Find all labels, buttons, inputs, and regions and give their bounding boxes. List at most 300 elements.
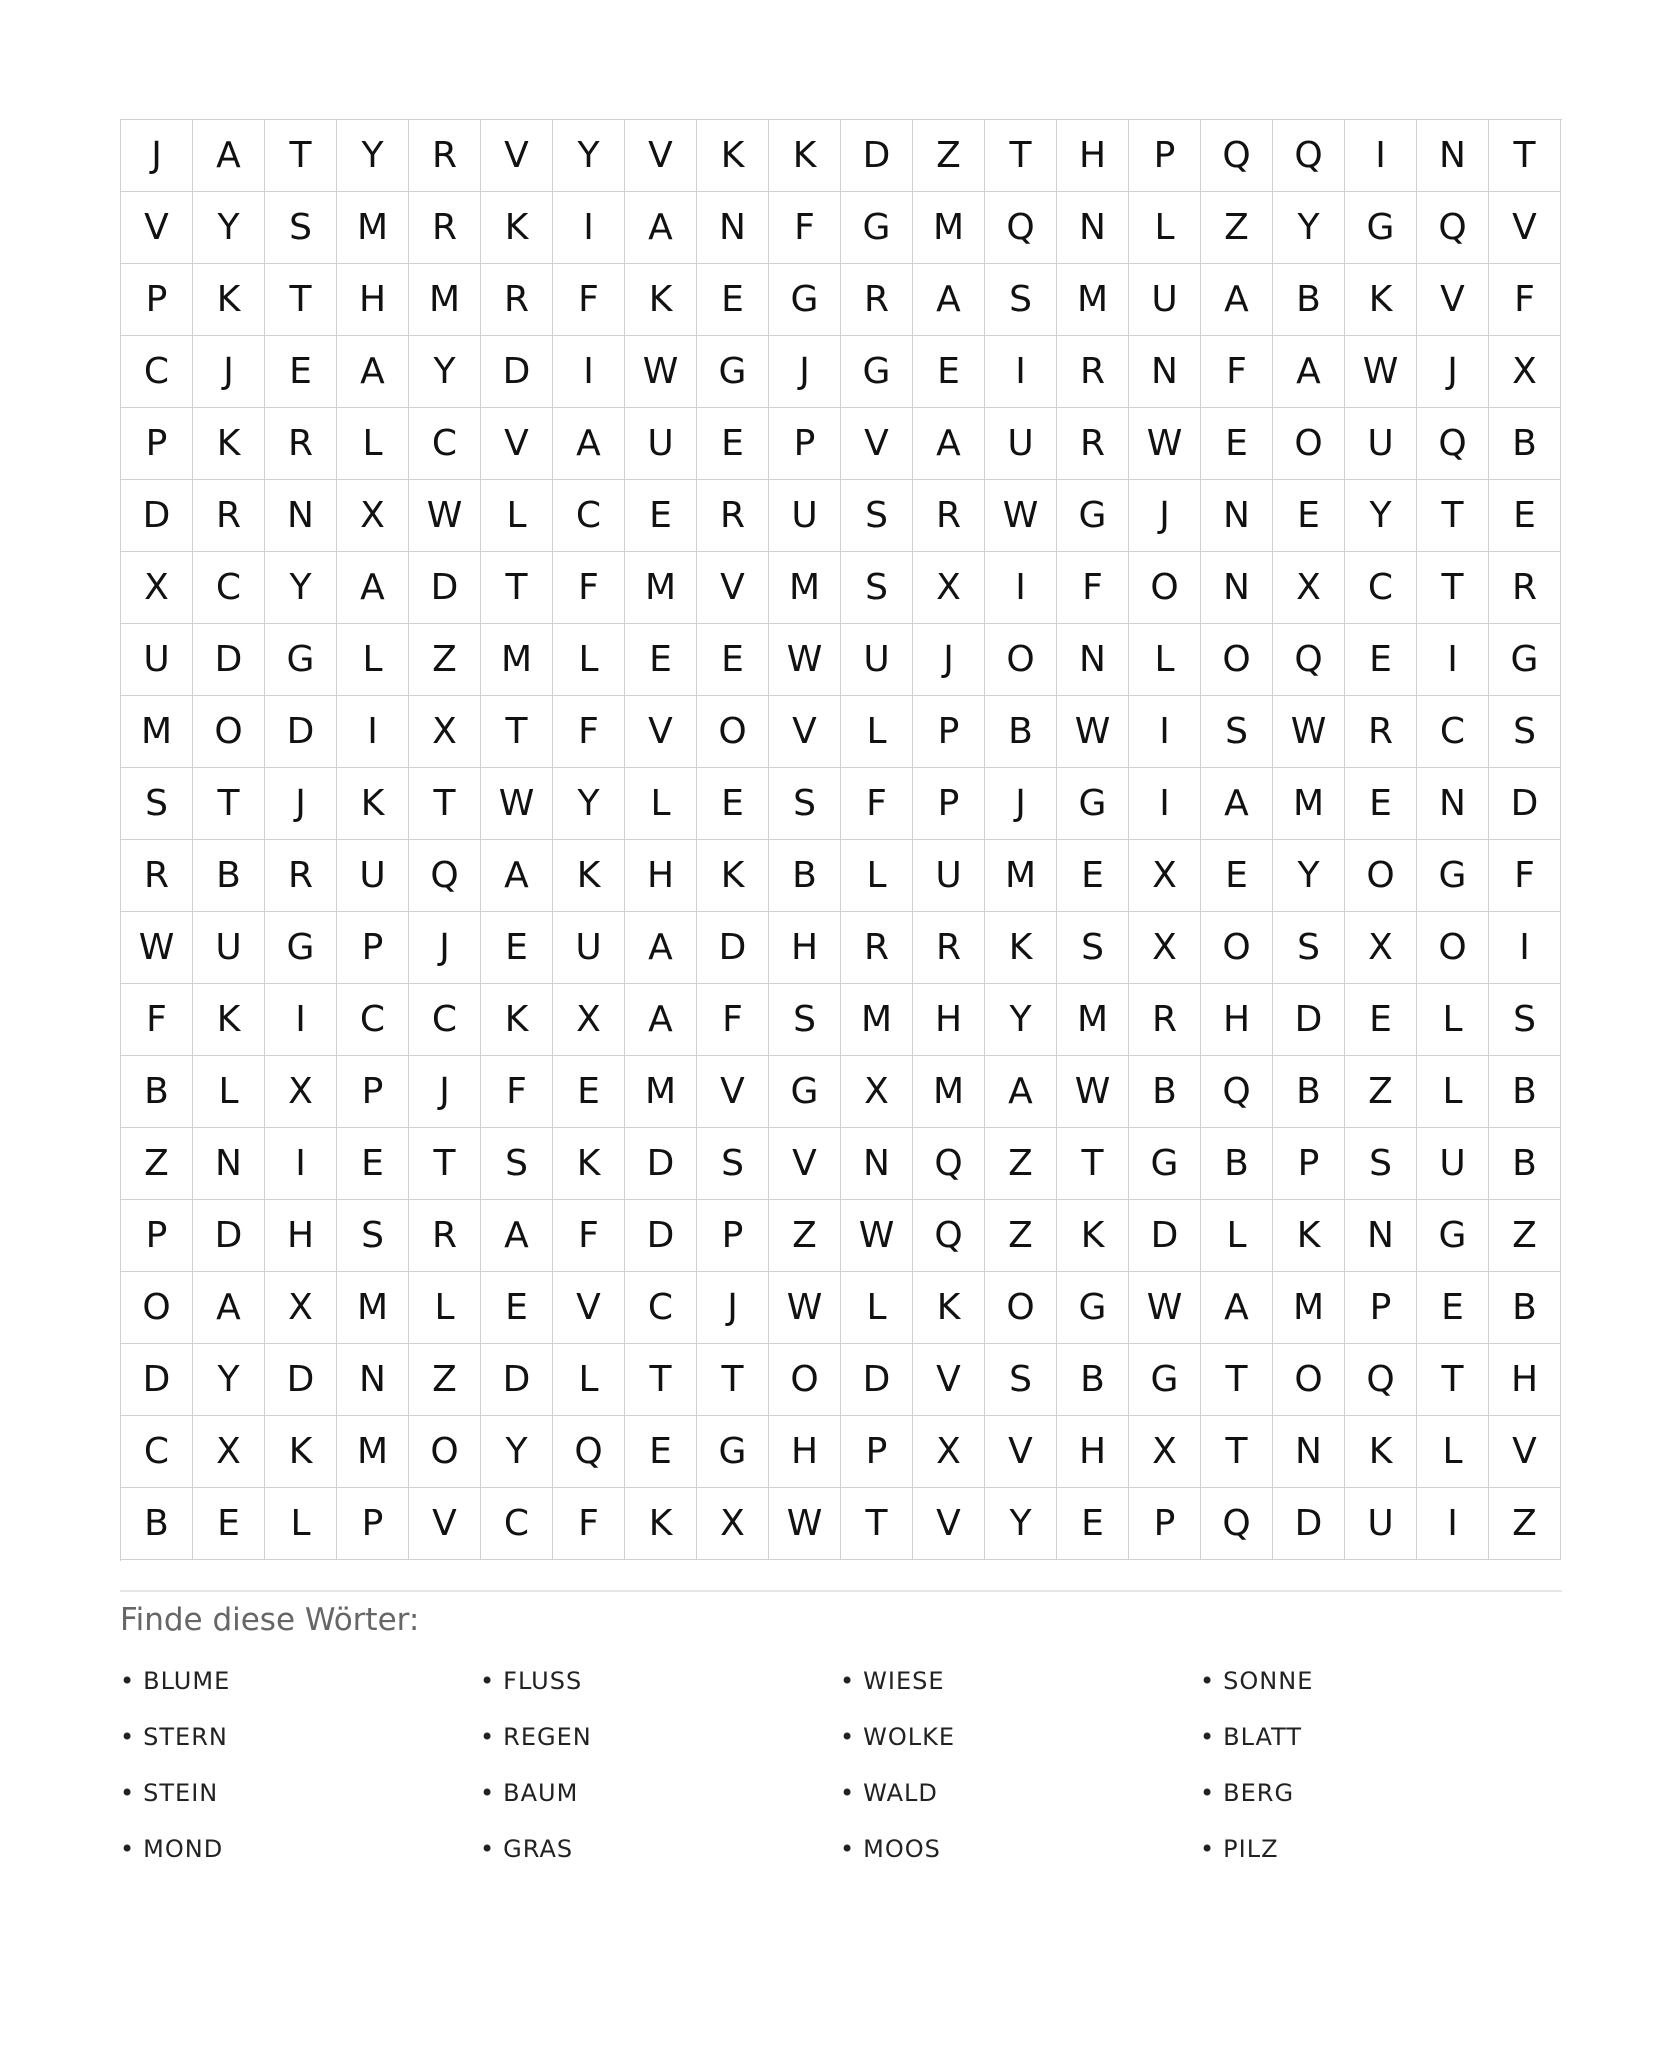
grid-cell[interactable]: E <box>1273 480 1345 552</box>
grid-cell[interactable]: T <box>409 1128 481 1200</box>
grid-cell[interactable]: R <box>1129 984 1201 1056</box>
grid-cell[interactable]: V <box>697 552 769 624</box>
grid-cell[interactable]: Q <box>1417 408 1489 480</box>
grid-cell[interactable]: E <box>697 624 769 696</box>
grid-cell[interactable]: F <box>841 768 913 840</box>
grid-cell[interactable]: U <box>1417 1128 1489 1200</box>
grid-cell[interactable]: K <box>697 840 769 912</box>
grid-cell[interactable]: N <box>1201 480 1273 552</box>
grid-cell[interactable]: A <box>193 120 265 192</box>
grid-cell[interactable]: Y <box>337 120 409 192</box>
grid-cell[interactable]: P <box>697 1200 769 1272</box>
grid-cell[interactable]: N <box>193 1128 265 1200</box>
grid-cell[interactable]: M <box>1057 984 1129 1056</box>
grid-cell[interactable]: G <box>841 192 913 264</box>
grid-cell[interactable]: D <box>1273 1488 1345 1560</box>
grid-cell[interactable]: S <box>841 552 913 624</box>
grid-cell[interactable]: P <box>913 696 985 768</box>
grid-cell[interactable]: Q <box>1417 192 1489 264</box>
grid-cell[interactable]: F <box>697 984 769 1056</box>
grid-cell[interactable]: H <box>1201 984 1273 1056</box>
grid-cell[interactable]: Z <box>985 1200 1057 1272</box>
grid-cell[interactable]: C <box>409 408 481 480</box>
grid-cell[interactable]: G <box>769 264 841 336</box>
grid-cell[interactable]: J <box>697 1272 769 1344</box>
grid-cell[interactable]: X <box>913 1416 985 1488</box>
grid-cell[interactable]: I <box>337 696 409 768</box>
grid-cell[interactable]: X <box>265 1056 337 1128</box>
grid-cell[interactable]: A <box>985 1056 1057 1128</box>
grid-cell[interactable]: N <box>1345 1200 1417 1272</box>
grid-cell[interactable]: Z <box>913 120 985 192</box>
grid-cell[interactable]: O <box>1129 552 1201 624</box>
grid-cell[interactable]: M <box>337 1272 409 1344</box>
grid-cell[interactable]: T <box>985 120 1057 192</box>
grid-cell[interactable]: D <box>193 1200 265 1272</box>
grid-cell[interactable]: Y <box>1345 480 1417 552</box>
grid-cell[interactable]: M <box>121 696 193 768</box>
grid-cell[interactable]: G <box>1417 1200 1489 1272</box>
grid-cell[interactable]: U <box>769 480 841 552</box>
grid-cell[interactable]: I <box>1417 1488 1489 1560</box>
grid-cell[interactable]: D <box>481 1344 553 1416</box>
grid-cell[interactable]: B <box>1129 1056 1201 1128</box>
grid-cell[interactable]: U <box>337 840 409 912</box>
grid-cell[interactable]: A <box>1201 1272 1273 1344</box>
grid-cell[interactable]: J <box>1129 480 1201 552</box>
grid-cell[interactable]: P <box>1273 1128 1345 1200</box>
grid-cell[interactable]: G <box>1417 840 1489 912</box>
grid-cell[interactable]: N <box>697 192 769 264</box>
grid-cell[interactable]: W <box>409 480 481 552</box>
grid-cell[interactable]: R <box>913 480 985 552</box>
grid-cell[interactable]: E <box>1057 840 1129 912</box>
grid-cell[interactable]: R <box>1345 696 1417 768</box>
grid-cell[interactable]: Z <box>1201 192 1273 264</box>
grid-cell[interactable]: J <box>769 336 841 408</box>
grid-cell[interactable]: S <box>769 984 841 1056</box>
grid-cell[interactable]: H <box>625 840 697 912</box>
grid-cell[interactable]: N <box>265 480 337 552</box>
grid-cell[interactable]: Q <box>985 192 1057 264</box>
grid-cell[interactable]: W <box>841 1200 913 1272</box>
grid-cell[interactable]: F <box>553 696 625 768</box>
grid-cell[interactable]: R <box>409 192 481 264</box>
grid-cell[interactable]: A <box>481 1200 553 1272</box>
grid-cell[interactable]: T <box>1417 480 1489 552</box>
grid-cell[interactable]: S <box>697 1128 769 1200</box>
grid-cell[interactable]: N <box>1417 120 1489 192</box>
grid-cell[interactable]: K <box>1273 1200 1345 1272</box>
grid-cell[interactable]: Q <box>913 1128 985 1200</box>
grid-cell[interactable]: D <box>481 336 553 408</box>
grid-cell[interactable]: P <box>121 408 193 480</box>
grid-cell[interactable]: D <box>121 480 193 552</box>
grid-cell[interactable]: K <box>481 984 553 1056</box>
grid-cell[interactable]: B <box>1489 1056 1561 1128</box>
grid-cell[interactable]: V <box>913 1488 985 1560</box>
grid-cell[interactable]: D <box>409 552 481 624</box>
grid-cell[interactable]: V <box>913 1344 985 1416</box>
grid-cell[interactable]: I <box>265 984 337 1056</box>
grid-cell[interactable]: S <box>1201 696 1273 768</box>
grid-cell[interactable]: H <box>1489 1344 1561 1416</box>
grid-cell[interactable]: J <box>121 120 193 192</box>
grid-cell[interactable]: Y <box>1273 840 1345 912</box>
grid-cell[interactable]: O <box>121 1272 193 1344</box>
grid-cell[interactable]: A <box>1273 336 1345 408</box>
grid-cell[interactable]: E <box>1489 480 1561 552</box>
grid-cell[interactable]: P <box>769 408 841 480</box>
grid-cell[interactable]: T <box>193 768 265 840</box>
grid-cell[interactable]: D <box>193 624 265 696</box>
grid-cell[interactable]: U <box>1129 264 1201 336</box>
grid-cell[interactable]: F <box>1201 336 1273 408</box>
grid-cell[interactable]: A <box>625 984 697 1056</box>
grid-cell[interactable]: B <box>1489 408 1561 480</box>
grid-cell[interactable]: M <box>625 1056 697 1128</box>
grid-cell[interactable]: K <box>337 768 409 840</box>
grid-cell[interactable]: M <box>625 552 697 624</box>
grid-cell[interactable]: V <box>481 120 553 192</box>
grid-cell[interactable]: H <box>769 912 841 984</box>
grid-cell[interactable]: S <box>1273 912 1345 984</box>
grid-cell[interactable]: Q <box>553 1416 625 1488</box>
grid-cell[interactable]: L <box>1201 1200 1273 1272</box>
grid-cell[interactable]: S <box>1489 984 1561 1056</box>
grid-cell[interactable]: W <box>1345 336 1417 408</box>
grid-cell[interactable]: T <box>409 768 481 840</box>
grid-cell[interactable]: W <box>121 912 193 984</box>
grid-cell[interactable]: E <box>1417 1272 1489 1344</box>
grid-cell[interactable]: N <box>337 1344 409 1416</box>
grid-cell[interactable]: Z <box>985 1128 1057 1200</box>
grid-cell[interactable]: O <box>1273 408 1345 480</box>
grid-cell[interactable]: U <box>625 408 697 480</box>
grid-cell[interactable]: R <box>481 264 553 336</box>
grid-cell[interactable]: Z <box>769 1200 841 1272</box>
grid-cell[interactable]: W <box>769 1272 841 1344</box>
grid-cell[interactable]: I <box>1489 912 1561 984</box>
grid-cell[interactable]: P <box>337 912 409 984</box>
grid-cell[interactable]: A <box>1201 768 1273 840</box>
grid-cell[interactable]: A <box>337 552 409 624</box>
grid-cell[interactable]: F <box>121 984 193 1056</box>
grid-cell[interactable]: N <box>1057 624 1129 696</box>
grid-cell[interactable]: V <box>625 120 697 192</box>
grid-cell[interactable]: A <box>1201 264 1273 336</box>
grid-cell[interactable]: C <box>1417 696 1489 768</box>
grid-cell[interactable]: C <box>409 984 481 1056</box>
grid-cell[interactable]: U <box>1345 408 1417 480</box>
grid-cell[interactable]: V <box>697 1056 769 1128</box>
grid-cell[interactable]: F <box>553 552 625 624</box>
grid-cell[interactable]: X <box>697 1488 769 1560</box>
grid-cell[interactable]: L <box>1417 984 1489 1056</box>
grid-cell[interactable]: B <box>193 840 265 912</box>
grid-cell[interactable]: R <box>697 480 769 552</box>
grid-cell[interactable]: O <box>985 624 1057 696</box>
grid-cell[interactable]: E <box>553 1056 625 1128</box>
grid-cell[interactable]: P <box>1129 120 1201 192</box>
grid-cell[interactable]: E <box>1345 984 1417 1056</box>
grid-cell[interactable]: W <box>1057 1056 1129 1128</box>
grid-cell[interactable]: H <box>337 264 409 336</box>
grid-cell[interactable]: O <box>409 1416 481 1488</box>
grid-cell[interactable]: L <box>481 480 553 552</box>
grid-cell[interactable]: C <box>1345 552 1417 624</box>
grid-cell[interactable]: I <box>1129 696 1201 768</box>
grid-cell[interactable]: W <box>1273 696 1345 768</box>
grid-cell[interactable]: X <box>337 480 409 552</box>
grid-cell[interactable]: U <box>985 408 1057 480</box>
grid-cell[interactable]: X <box>1129 1416 1201 1488</box>
grid-cell[interactable]: Z <box>409 624 481 696</box>
grid-cell[interactable]: E <box>697 408 769 480</box>
grid-cell[interactable]: K <box>1345 264 1417 336</box>
grid-cell[interactable]: C <box>121 336 193 408</box>
grid-cell[interactable]: N <box>1057 192 1129 264</box>
grid-cell[interactable]: L <box>841 1272 913 1344</box>
grid-cell[interactable]: E <box>697 768 769 840</box>
grid-cell[interactable]: R <box>193 480 265 552</box>
grid-cell[interactable]: Q <box>1273 120 1345 192</box>
grid-cell[interactable]: B <box>121 1488 193 1560</box>
grid-cell[interactable]: H <box>913 984 985 1056</box>
grid-cell[interactable]: M <box>985 840 1057 912</box>
grid-cell[interactable]: P <box>1129 1488 1201 1560</box>
grid-cell[interactable]: S <box>121 768 193 840</box>
grid-cell[interactable]: D <box>265 696 337 768</box>
grid-cell[interactable]: K <box>625 1488 697 1560</box>
grid-cell[interactable]: O <box>1273 1344 1345 1416</box>
grid-cell[interactable]: D <box>625 1200 697 1272</box>
grid-cell[interactable]: N <box>841 1128 913 1200</box>
grid-cell[interactable]: A <box>193 1272 265 1344</box>
grid-cell[interactable]: I <box>265 1128 337 1200</box>
grid-cell[interactable]: W <box>1057 696 1129 768</box>
grid-cell[interactable]: W <box>1129 1272 1201 1344</box>
grid-cell[interactable]: W <box>769 1488 841 1560</box>
grid-cell[interactable]: C <box>481 1488 553 1560</box>
grid-cell[interactable]: Z <box>409 1344 481 1416</box>
grid-cell[interactable]: B <box>985 696 1057 768</box>
grid-cell[interactable]: K <box>985 912 1057 984</box>
grid-cell[interactable]: M <box>913 192 985 264</box>
grid-cell[interactable]: G <box>841 336 913 408</box>
grid-cell[interactable]: L <box>553 624 625 696</box>
grid-cell[interactable]: Z <box>121 1128 193 1200</box>
grid-cell[interactable]: P <box>121 1200 193 1272</box>
grid-cell[interactable]: J <box>193 336 265 408</box>
grid-cell[interactable]: D <box>121 1344 193 1416</box>
grid-cell[interactable]: V <box>841 408 913 480</box>
grid-cell[interactable]: K <box>913 1272 985 1344</box>
grid-cell[interactable]: F <box>1057 552 1129 624</box>
grid-cell[interactable]: V <box>1489 192 1561 264</box>
grid-cell[interactable]: I <box>985 336 1057 408</box>
grid-cell[interactable]: K <box>553 1128 625 1200</box>
grid-cell[interactable]: T <box>841 1488 913 1560</box>
grid-cell[interactable]: J <box>913 624 985 696</box>
grid-cell[interactable]: L <box>553 1344 625 1416</box>
grid-cell[interactable]: M <box>1273 1272 1345 1344</box>
grid-cell[interactable]: P <box>1345 1272 1417 1344</box>
grid-cell[interactable]: B <box>1489 1272 1561 1344</box>
grid-cell[interactable]: E <box>337 1128 409 1200</box>
grid-cell[interactable]: V <box>409 1488 481 1560</box>
grid-cell[interactable]: L <box>1129 624 1201 696</box>
grid-cell[interactable]: C <box>121 1416 193 1488</box>
grid-cell[interactable]: P <box>841 1416 913 1488</box>
grid-cell[interactable]: O <box>697 696 769 768</box>
grid-cell[interactable]: O <box>1345 840 1417 912</box>
grid-cell[interactable]: D <box>1129 1200 1201 1272</box>
grid-cell[interactable]: T <box>625 1344 697 1416</box>
grid-cell[interactable]: Y <box>193 1344 265 1416</box>
grid-cell[interactable]: W <box>769 624 841 696</box>
grid-cell[interactable]: P <box>913 768 985 840</box>
grid-cell[interactable]: F <box>1489 264 1561 336</box>
grid-cell[interactable]: G <box>1345 192 1417 264</box>
grid-cell[interactable]: O <box>1201 624 1273 696</box>
grid-cell[interactable]: M <box>1057 264 1129 336</box>
grid-cell[interactable]: E <box>1345 624 1417 696</box>
grid-cell[interactable]: K <box>1057 1200 1129 1272</box>
grid-cell[interactable]: X <box>913 552 985 624</box>
grid-cell[interactable]: X <box>553 984 625 1056</box>
grid-cell[interactable]: E <box>481 1272 553 1344</box>
grid-cell[interactable]: V <box>769 1128 841 1200</box>
grid-cell[interactable]: Y <box>553 120 625 192</box>
grid-cell[interactable]: Y <box>193 192 265 264</box>
grid-cell[interactable]: L <box>1417 1056 1489 1128</box>
grid-cell[interactable]: M <box>913 1056 985 1128</box>
grid-cell[interactable]: T <box>481 552 553 624</box>
grid-cell[interactable]: G <box>265 624 337 696</box>
grid-cell[interactable]: Q <box>913 1200 985 1272</box>
grid-cell[interactable]: P <box>337 1488 409 1560</box>
grid-cell[interactable]: H <box>769 1416 841 1488</box>
grid-cell[interactable]: X <box>841 1056 913 1128</box>
grid-cell[interactable]: X <box>193 1416 265 1488</box>
grid-cell[interactable]: V <box>1489 1416 1561 1488</box>
grid-cell[interactable]: U <box>1345 1488 1417 1560</box>
grid-cell[interactable]: K <box>553 840 625 912</box>
grid-cell[interactable]: E <box>193 1488 265 1560</box>
grid-cell[interactable]: M <box>1273 768 1345 840</box>
grid-cell[interactable]: X <box>1129 912 1201 984</box>
grid-cell[interactable]: K <box>481 192 553 264</box>
grid-cell[interactable]: Y <box>409 336 481 408</box>
grid-cell[interactable]: J <box>409 1056 481 1128</box>
grid-cell[interactable]: W <box>481 768 553 840</box>
grid-cell[interactable]: A <box>553 408 625 480</box>
grid-cell[interactable]: N <box>1201 552 1273 624</box>
grid-cell[interactable]: Z <box>1489 1200 1561 1272</box>
grid-cell[interactable]: B <box>1489 1128 1561 1200</box>
grid-cell[interactable]: S <box>769 768 841 840</box>
grid-cell[interactable]: J <box>265 768 337 840</box>
grid-cell[interactable]: F <box>481 1056 553 1128</box>
grid-cell[interactable]: B <box>1273 264 1345 336</box>
grid-cell[interactable]: R <box>265 408 337 480</box>
grid-cell[interactable]: U <box>913 840 985 912</box>
grid-cell[interactable]: K <box>265 1416 337 1488</box>
grid-cell[interactable]: T <box>265 264 337 336</box>
grid-cell[interactable]: R <box>913 912 985 984</box>
grid-cell[interactable]: E <box>1057 1488 1129 1560</box>
grid-cell[interactable]: P <box>121 264 193 336</box>
grid-cell[interactable]: Y <box>481 1416 553 1488</box>
grid-cell[interactable]: E <box>625 480 697 552</box>
grid-cell[interactable]: G <box>1129 1344 1201 1416</box>
grid-cell[interactable]: T <box>481 696 553 768</box>
grid-cell[interactable]: H <box>1057 1416 1129 1488</box>
grid-cell[interactable]: J <box>1417 336 1489 408</box>
grid-cell[interactable]: E <box>1345 768 1417 840</box>
grid-cell[interactable]: Q <box>1345 1344 1417 1416</box>
grid-cell[interactable]: L <box>841 696 913 768</box>
grid-cell[interactable]: C <box>337 984 409 1056</box>
grid-cell[interactable]: G <box>1129 1128 1201 1200</box>
grid-cell[interactable]: L <box>265 1488 337 1560</box>
grid-cell[interactable]: G <box>1057 1272 1129 1344</box>
grid-cell[interactable]: T <box>1057 1128 1129 1200</box>
grid-cell[interactable]: F <box>1489 840 1561 912</box>
grid-cell[interactable]: B <box>769 840 841 912</box>
grid-cell[interactable]: Y <box>265 552 337 624</box>
grid-cell[interactable]: T <box>697 1344 769 1416</box>
grid-cell[interactable]: X <box>409 696 481 768</box>
grid-cell[interactable]: L <box>337 408 409 480</box>
grid-cell[interactable]: E <box>625 624 697 696</box>
grid-cell[interactable]: S <box>1489 696 1561 768</box>
grid-cell[interactable]: M <box>337 192 409 264</box>
grid-cell[interactable]: Y <box>985 1488 1057 1560</box>
grid-cell[interactable]: Q <box>409 840 481 912</box>
grid-cell[interactable]: O <box>985 1272 1057 1344</box>
grid-cell[interactable]: I <box>985 552 1057 624</box>
grid-cell[interactable]: R <box>409 1200 481 1272</box>
grid-cell[interactable]: T <box>265 120 337 192</box>
grid-cell[interactable]: V <box>1417 264 1489 336</box>
grid-cell[interactable]: W <box>1129 408 1201 480</box>
grid-cell[interactable]: T <box>1201 1416 1273 1488</box>
grid-cell[interactable]: C <box>193 552 265 624</box>
grid-cell[interactable]: J <box>409 912 481 984</box>
grid-cell[interactable]: R <box>841 912 913 984</box>
grid-cell[interactable]: G <box>265 912 337 984</box>
grid-cell[interactable]: E <box>697 264 769 336</box>
grid-cell[interactable]: R <box>121 840 193 912</box>
grid-cell[interactable]: S <box>337 1200 409 1272</box>
grid-cell[interactable]: A <box>481 840 553 912</box>
grid-cell[interactable]: S <box>985 1344 1057 1416</box>
grid-cell[interactable]: K <box>193 264 265 336</box>
grid-cell[interactable]: A <box>625 912 697 984</box>
grid-cell[interactable]: U <box>193 912 265 984</box>
grid-cell[interactable]: K <box>697 120 769 192</box>
grid-cell[interactable]: R <box>1057 336 1129 408</box>
grid-cell[interactable]: T <box>1201 1344 1273 1416</box>
grid-cell[interactable]: V <box>121 192 193 264</box>
grid-cell[interactable]: E <box>913 336 985 408</box>
grid-cell[interactable]: R <box>1057 408 1129 480</box>
grid-cell[interactable]: D <box>697 912 769 984</box>
grid-cell[interactable]: I <box>1417 624 1489 696</box>
grid-cell[interactable]: P <box>337 1056 409 1128</box>
